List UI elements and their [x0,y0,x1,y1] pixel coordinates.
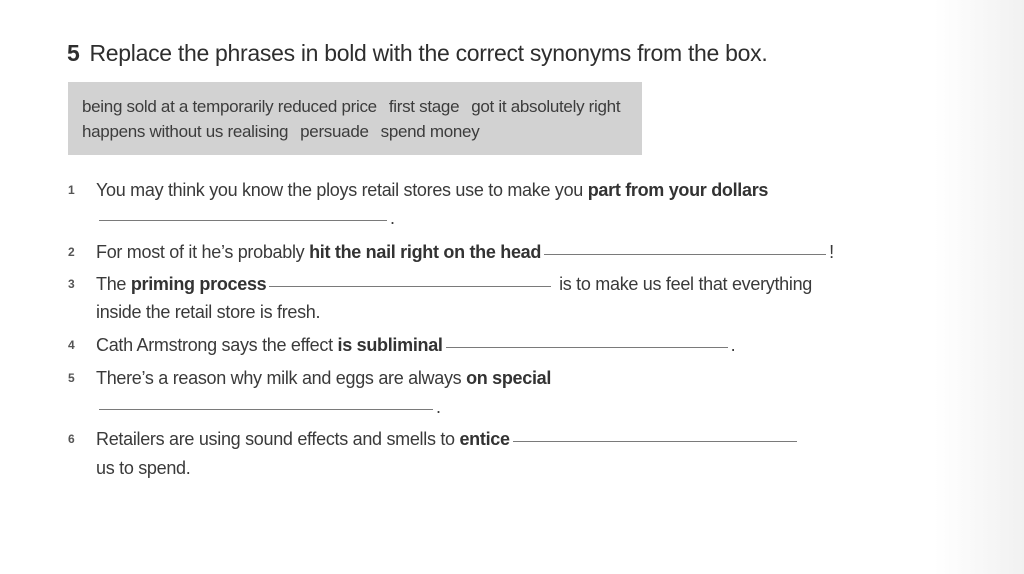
item-number: 6 [68,432,75,446]
item-end-punctuation: . [436,397,441,417]
exercise-item-3 [68,270,812,298]
exercise-item-6 [68,425,800,453]
answer-blank[interactable] [446,346,728,348]
item-end-punctuation: ! [829,242,834,262]
exercise-item-1 [68,176,768,204]
page-edge-shading [934,0,1024,574]
word-box-phrase: being sold at a temporarily reduced price [82,97,377,116]
synonym-word-box [68,82,642,155]
answer-blank[interactable] [269,285,551,287]
item-number: 5 [68,371,75,385]
answer-blank[interactable] [513,440,797,442]
item-text: For most of it he’s probably [96,242,310,262]
answer-blank[interactable] [99,219,387,221]
word-box-phrase: got it absolutely right [471,97,621,116]
exercise-item-4 [68,331,735,359]
word-box-line [82,119,642,144]
word-box-phrase: first stage [388,97,460,116]
item-number: 4 [68,338,75,352]
item-text: Cath Armstrong says the effect [96,335,338,355]
exercise-number: 5 [67,40,80,66]
item-text: Retailers are using sound effects and smells to [96,429,460,449]
exercise-item-5 [68,364,551,392]
exercise-item-5-continued [96,393,441,421]
item-bold-phrase: priming process [130,274,267,294]
item-text: is to make us feel that everything [554,274,813,294]
exercise-item-6-continued: us to spend. [96,458,191,478]
item-number: 2 [68,245,75,259]
item-bold-phrase: hit the nail right on the head [309,242,542,262]
exercise-instruction: Replace the phrases in bold with the correct synonyms from the box. [89,40,768,66]
item-bold-phrase: on special [466,368,552,388]
item-text: You may think you know the ploys retail stores use to make you [96,180,588,200]
item-number: 1 [68,183,75,197]
item-bold-phrase: entice [459,429,510,449]
exercise-item-2 [68,238,834,266]
exercise-item-3-continued: inside the retail store is fresh. [96,302,321,322]
item-number: 3 [68,277,75,291]
answer-blank[interactable] [544,253,826,255]
word-box-phrase: spend money [380,122,480,141]
item-end-punctuation: . [730,335,736,355]
word-box-phrase: persuade [300,122,369,141]
answer-blank[interactable] [99,408,433,410]
item-bold-phrase: part from your dollars [587,180,769,200]
word-box-line [82,94,642,119]
item-text: The [96,274,131,294]
word-box-phrase: happens without us realising [82,122,289,141]
exercise-heading [67,40,767,67]
exercise-item-1-continued [96,204,395,232]
item-bold-phrase: is subliminal [337,335,443,355]
item-end-punctuation: . [390,208,395,228]
item-text: There’s a reason why milk and eggs are always [96,368,467,388]
